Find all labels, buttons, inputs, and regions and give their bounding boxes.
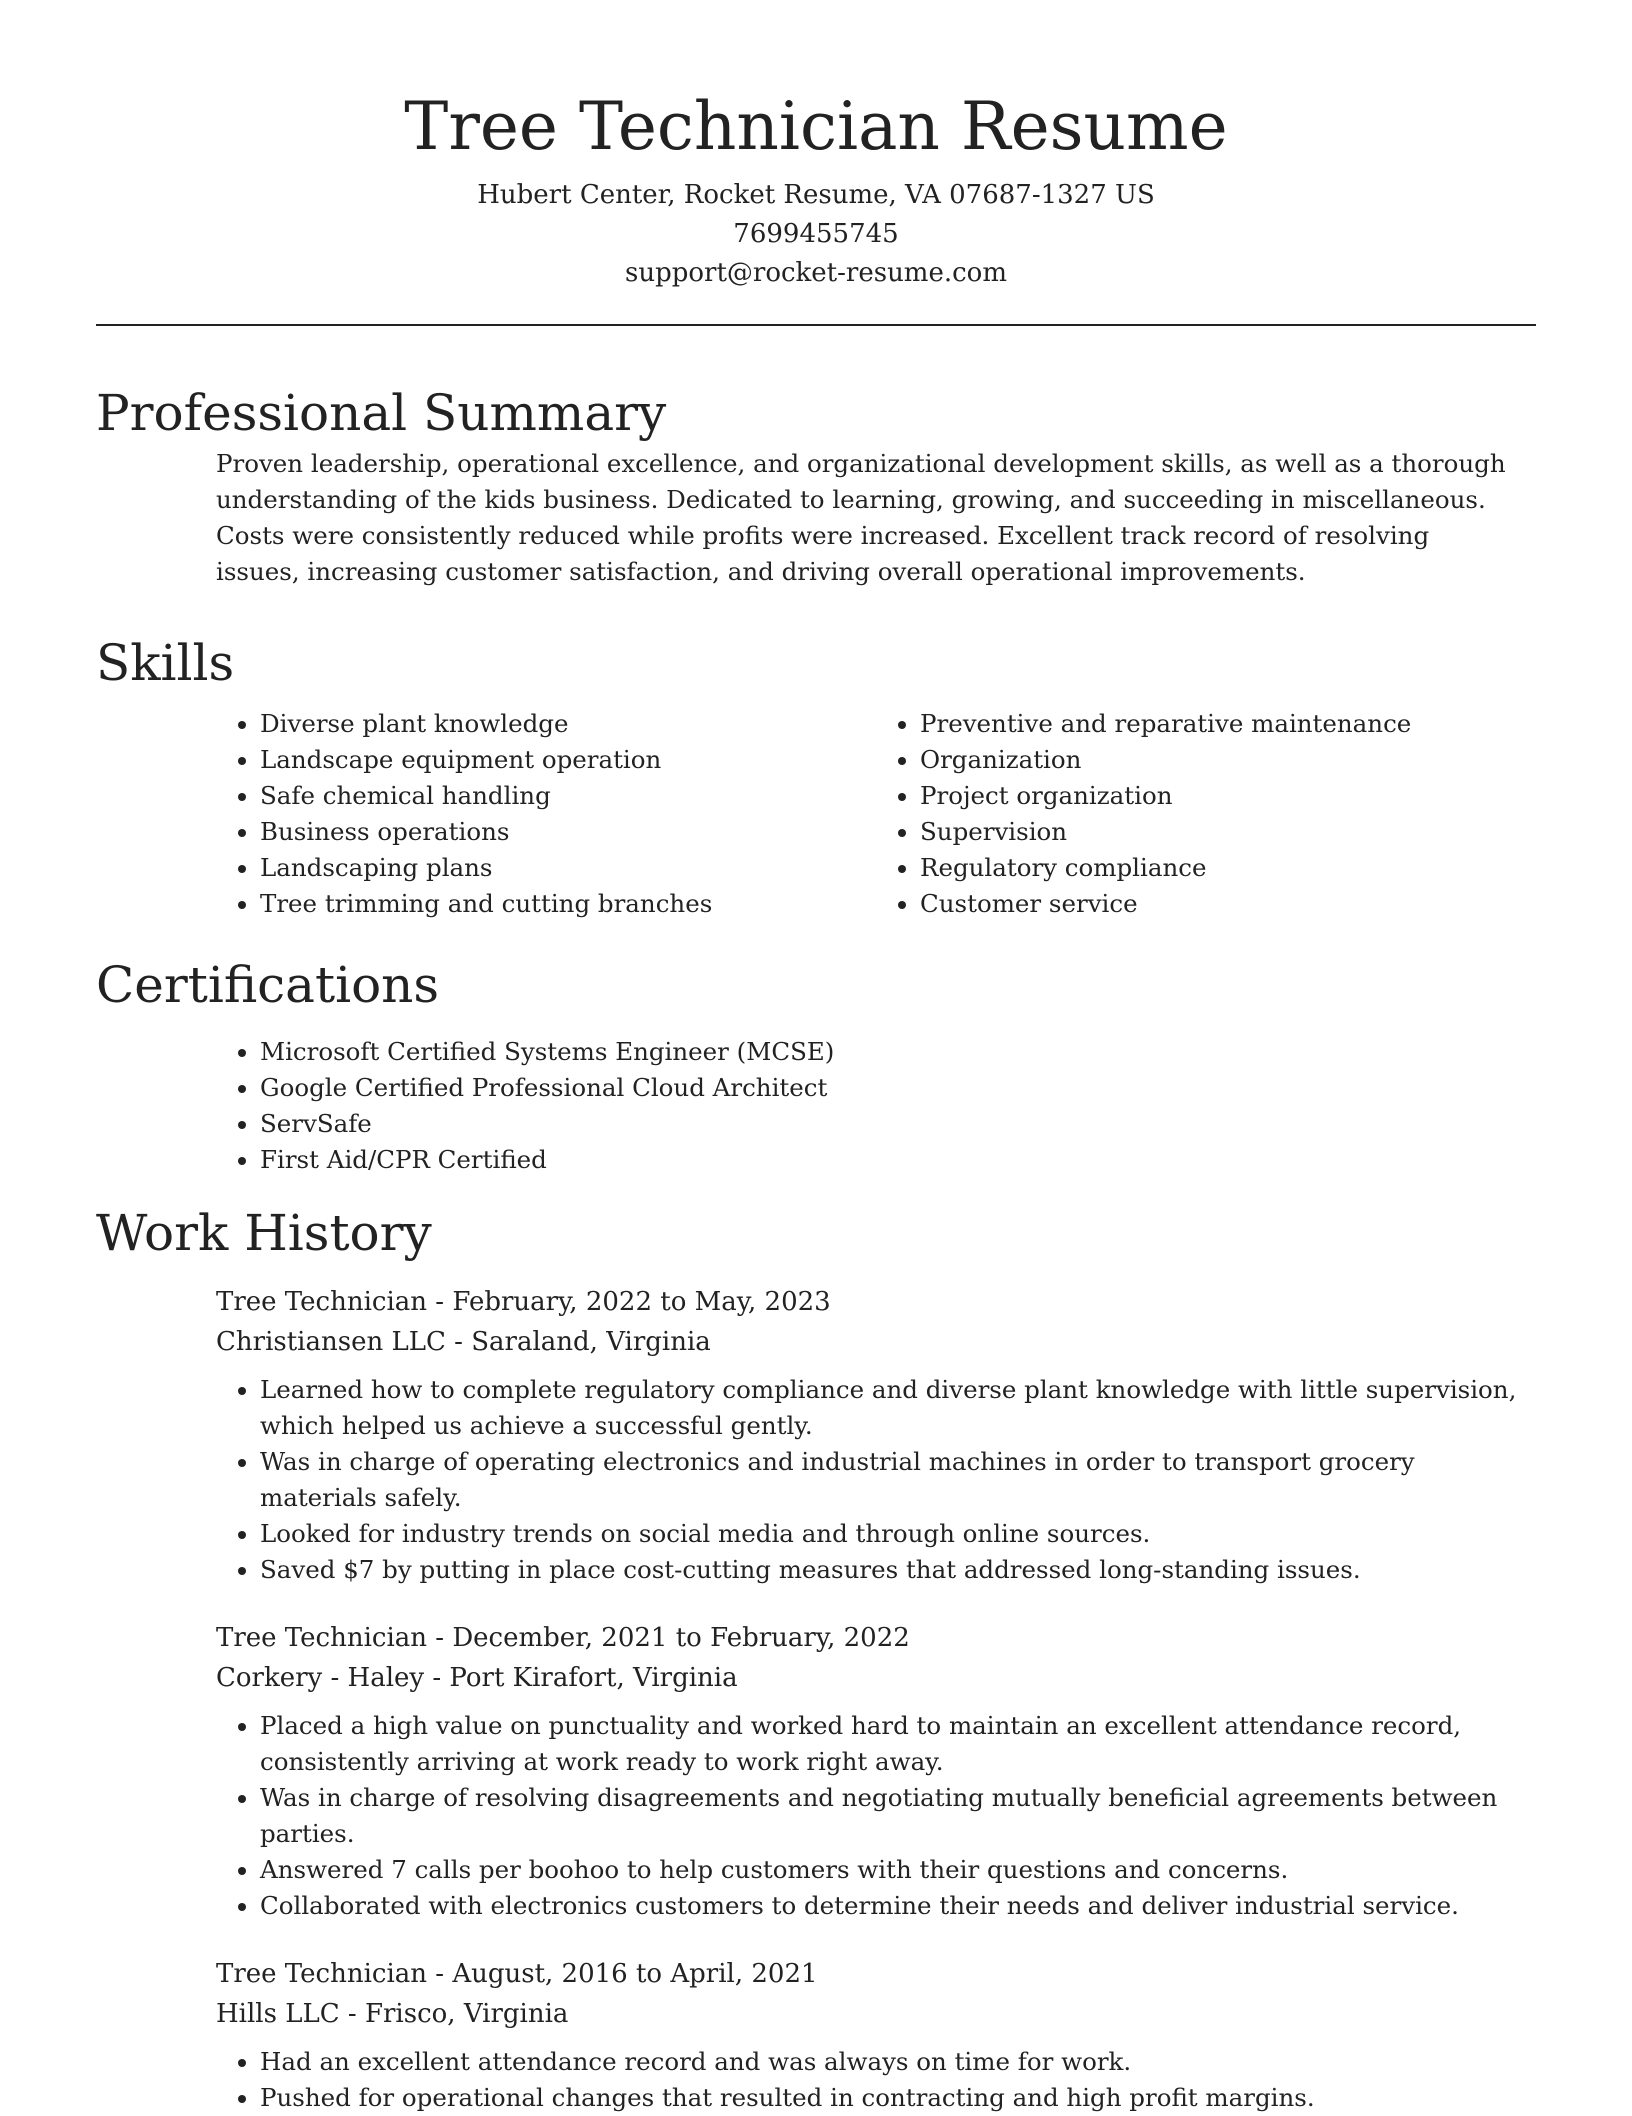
skill-item: • Business operations	[260, 814, 876, 850]
section-heading-summary: Professional Summary	[96, 384, 667, 442]
job-bullet: • Looked for industry trends on social media and through online sources.	[260, 1516, 1536, 1552]
header-divider	[96, 324, 1536, 326]
job-bullet: • Collaborated with electronics customers to determine their needs and deliver industrial service.	[260, 1888, 1536, 1924]
skill-item: • Regulatory compliance	[920, 850, 1536, 886]
certification-item: • Microsoft Certified Systems Engineer (MCSE)	[260, 1034, 1536, 1070]
contact-address: Hubert Center, Rocket Resume, VA 07687-1327 US	[477, 180, 1155, 210]
certification-item: • Google Certified Professional Cloud Architect	[260, 1070, 1536, 1106]
job-bullets	[216, 2044, 1536, 2116]
job-bullet: • Was in charge of resolving disagreements and negotiating mutually beneficial agreements between parties.	[260, 1780, 1536, 1852]
job-bullets	[216, 1708, 1536, 1924]
job-title: Tree Technician - August, 2016 to April, 2021	[216, 1959, 818, 1989]
job-bullet: • Pushed for operational changes that resulted in contracting and high profit margins.	[260, 2080, 1536, 2116]
skill-item: • Preventive and reparative maintenance	[920, 706, 1536, 742]
certification-item: • First Aid/CPR Certified	[260, 1142, 1536, 1178]
section-skills	[96, 630, 1536, 922]
job-company: Hills LLC - Frisco, Virginia	[216, 1999, 569, 2029]
contact-block	[96, 176, 1536, 293]
job-bullet: • Was in charge of operating electronics and industrial machines in order to transport grocery materials safely.	[260, 1444, 1536, 1516]
job-bullet: • Had an excellent attendance record and was always on time for work.	[260, 2044, 1536, 2080]
contact-email: support@rocket-resume.com	[624, 258, 1007, 288]
section-work-history	[96, 1200, 1536, 2116]
section-heading-certifications: Certifications	[96, 956, 440, 1014]
job-company: Christiansen LLC - Saraland, Virginia	[216, 1327, 711, 1357]
skill-item: • Project organization	[920, 778, 1536, 814]
resume-page	[96, 0, 1536, 2112]
section-certifications	[96, 952, 1536, 1178]
skill-item: • Landscaping plans	[260, 850, 876, 886]
job-bullets	[216, 1372, 1536, 1588]
job-entry	[216, 1282, 1536, 1588]
section-heading-work-history: Work History	[96, 1204, 432, 1262]
section-heading-skills: Skills	[96, 634, 235, 692]
summary-text: Proven leadership, operational excellence, and organizational development skills, as well as a thorough understanding of the kids business. Dedicated to learning, growing, and succeeding in miscellaneous. Costs were consistently reduced while profits were increased. Excellent track record of resolving issues, increasing customer satisfaction, and driving overall operational improvements.	[216, 449, 1506, 586]
skill-item: • Tree trimming and cutting branches	[260, 886, 876, 922]
skills-grid	[216, 706, 1536, 922]
skill-item: • Safe chemical handling	[260, 778, 876, 814]
job-title: Tree Technician - December, 2021 to February, 2022	[216, 1623, 910, 1653]
skill-item: • Supervision	[920, 814, 1536, 850]
resume-header	[96, 0, 1536, 326]
skill-item: • Landscape equipment operation	[260, 742, 876, 778]
work-jobs	[96, 1282, 1536, 2116]
job-entry	[216, 1618, 1536, 1924]
certification-item: • ServSafe	[260, 1106, 1536, 1142]
contact-phone: 7699455745	[733, 219, 899, 249]
section-professional-summary	[96, 380, 1536, 615]
job-bullet: • Placed a high value on punctuality and worked hard to maintain an excellent attendance record, consistently arriving at work ready to work right away.	[260, 1708, 1536, 1780]
skill-item: • Diverse plant knowledge	[260, 706, 876, 742]
job-company: Corkery - Haley - Port Kirafort, Virginia	[216, 1663, 738, 1693]
skills-list-left	[216, 706, 876, 922]
job-bullet: • Learned how to complete regulatory compliance and diverse plant knowledge with little supervision, which helped us achieve a successful gently.	[260, 1372, 1536, 1444]
skill-item: • Organization	[920, 742, 1536, 778]
certifications-list	[216, 1034, 1536, 1178]
resume-title: Tree Technician Resume	[404, 88, 1228, 165]
skill-item: • Customer service	[920, 886, 1536, 922]
job-title: Tree Technician - February, 2022 to May, 2023	[216, 1287, 831, 1317]
job-bullet: • Answered 7 calls per boohoo to help customers with their questions and concerns.	[260, 1852, 1536, 1888]
job-entry	[216, 1954, 1536, 2116]
job-bullet: • Saved $7 by putting in place cost-cutting measures that addressed long-standing issues.	[260, 1552, 1536, 1588]
skills-list-right	[876, 706, 1536, 922]
